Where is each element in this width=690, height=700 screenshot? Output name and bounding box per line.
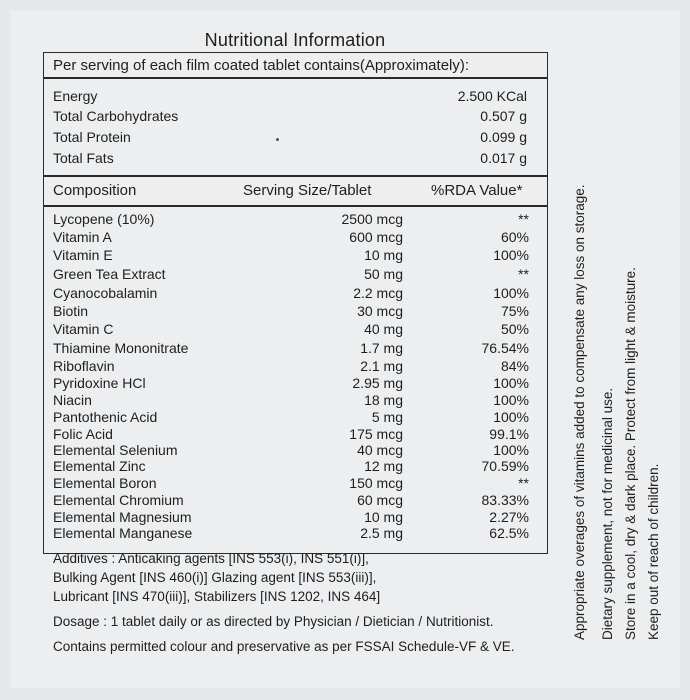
dosage-text: Dosage : 1 tablet daily or as directed by Physician / Dietician / Nutritionist. [53, 614, 494, 629]
composition-serving: 5 mg [371, 409, 403, 425]
composition-name: Green Tea Extract [53, 266, 166, 282]
divider [43, 205, 548, 207]
composition-name: Elemental Chromium [53, 492, 184, 508]
composition-row [53, 409, 533, 427]
speck-mark [276, 138, 279, 141]
composition-serving: 600 mcg [349, 229, 403, 245]
composition-row [53, 475, 533, 493]
composition-serving: 150 mcg [349, 475, 403, 491]
nutrition-row [53, 88, 533, 106]
composition-rda: 100% [493, 375, 529, 391]
composition-rda: 100% [493, 442, 529, 458]
composition-serving: 175 mcg [349, 426, 403, 442]
rda-header: %RDA Value* [431, 182, 523, 199]
composition-rda: 100% [493, 409, 529, 425]
composition-row [53, 321, 533, 339]
divider [43, 175, 548, 177]
composition-name: Folic Acid [53, 426, 113, 442]
composition-rda: 60% [500, 229, 529, 245]
composition-name: Niacin [53, 392, 92, 408]
composition-row [53, 229, 533, 247]
composition-row [53, 285, 533, 303]
composition-row [53, 525, 533, 543]
composition-serving: 40 mg [364, 321, 403, 337]
composition-row [53, 266, 533, 284]
composition-serving: 2.95 mg [352, 375, 403, 391]
serving-heading: Per serving of each film coated tablet contains(Approximately): [53, 57, 470, 74]
composition-row [53, 358, 533, 376]
composition-rda: 75% [500, 303, 529, 319]
additives-line: Additives : Anticaking agents [INS 553(i), INS 551(i)], [53, 551, 369, 566]
composition-serving: 2.1 mg [360, 358, 403, 374]
composition-rda: 76.54% [481, 340, 529, 356]
nutrition-label: Energy [53, 88, 98, 104]
nutrition-label: Total Fats [53, 150, 114, 166]
composition-serving: 2500 mcg [341, 211, 403, 227]
composition-name: Pyridoxine HCl [53, 375, 146, 391]
composition-serving: 12 mg [364, 458, 403, 474]
composition-name: Riboflavin [53, 358, 115, 374]
composition-serving: 60 mcg [357, 492, 403, 508]
additives-line: Bulking Agent [INS 460(i)] Glazing agent [INS 553(iii)], [53, 570, 377, 585]
composition-name: Elemental Selenium [53, 442, 178, 458]
composition-row [53, 303, 533, 321]
composition-name: Biotin [53, 303, 89, 319]
composition-row [53, 211, 533, 229]
colour-note: Contains permitted colour and preservative as per FSSAI Schedule-VF & VE. [53, 639, 515, 654]
composition-row [53, 375, 533, 393]
composition-name: Elemental Boron [53, 475, 157, 491]
composition-serving: 10 mg [364, 247, 403, 263]
composition-serving: 18 mg [364, 392, 403, 408]
nutrition-row [53, 129, 533, 147]
nutrition-value: 0.099 g [480, 129, 527, 145]
composition-serving: 40 mcg [357, 442, 403, 458]
additives-line: Lubricant [INS 470(iii)], Stabilizers [INS 1202, INS 464] [53, 589, 381, 604]
composition-row [53, 392, 533, 410]
composition-serving: 10 mg [364, 509, 403, 525]
composition-rda: 62.5% [489, 525, 529, 541]
composition-row [53, 458, 533, 476]
nutrition-row [53, 150, 533, 168]
composition-header: Composition [53, 182, 137, 199]
composition-serving: 2.2 mcg [353, 285, 403, 301]
composition-name: Thiamine Mononitrate [53, 340, 189, 356]
composition-rda: 99.1% [489, 426, 529, 442]
serving-size-header: Serving Size/Tablet [243, 182, 372, 199]
side-note-storage: Store in a cool, dry & dark place. Protect from light & moisture. [623, 267, 638, 640]
nutrition-label: Total Protein [53, 129, 131, 145]
composition-rda: ** [518, 266, 529, 282]
page-title: Nutritional Information [204, 30, 386, 50]
composition-rda: 2.27% [489, 509, 529, 525]
composition-name: Pantothenic Acid [53, 409, 158, 425]
composition-rda: 70.59% [481, 458, 529, 474]
composition-row [53, 340, 533, 358]
composition-row [53, 247, 533, 265]
composition-name: Elemental Magnesium [53, 509, 192, 525]
side-note-children: Keep out of reach of children. [646, 463, 661, 640]
side-note-dietary: Dietary supplement, not for medicinal use. [600, 387, 615, 640]
composition-row [53, 492, 533, 510]
composition-rda: 100% [493, 392, 529, 408]
composition-name: Vitamin C [53, 321, 114, 337]
composition-rda: 83.33% [481, 492, 529, 508]
composition-serving: 1.7 mg [360, 340, 403, 356]
composition-serving: 2.5 mg [360, 525, 403, 541]
composition-rda: 84% [500, 358, 529, 374]
composition-rda: 100% [493, 247, 529, 263]
composition-serving: 50 mg [364, 266, 403, 282]
composition-name: Elemental Manganese [53, 525, 193, 541]
nutrition-row [53, 108, 533, 126]
divider [43, 77, 548, 79]
composition-name: Elemental Zinc [53, 458, 146, 474]
nutrition-value: 0.507 g [480, 108, 527, 124]
composition-name: Vitamin E [53, 247, 113, 263]
composition-name: Cyanocobalamin [53, 285, 158, 301]
composition-rda: ** [518, 211, 529, 227]
nutrition-value: 0.017 g [480, 150, 527, 166]
nutrition-value: 2.500 KCal [457, 88, 527, 104]
composition-name: Lycopene (10%) [53, 211, 155, 227]
composition-serving: 30 mcg [357, 303, 403, 319]
composition-rda: ** [518, 475, 529, 491]
composition-rda: 100% [493, 285, 529, 301]
composition-rda: 50% [500, 321, 529, 337]
composition-name: Vitamin A [53, 229, 112, 245]
side-note-overages: Appropriate overages of vitamins added to compensate any loss on storage. [572, 184, 587, 640]
nutrition-label: Total Carbohydrates [53, 108, 179, 124]
